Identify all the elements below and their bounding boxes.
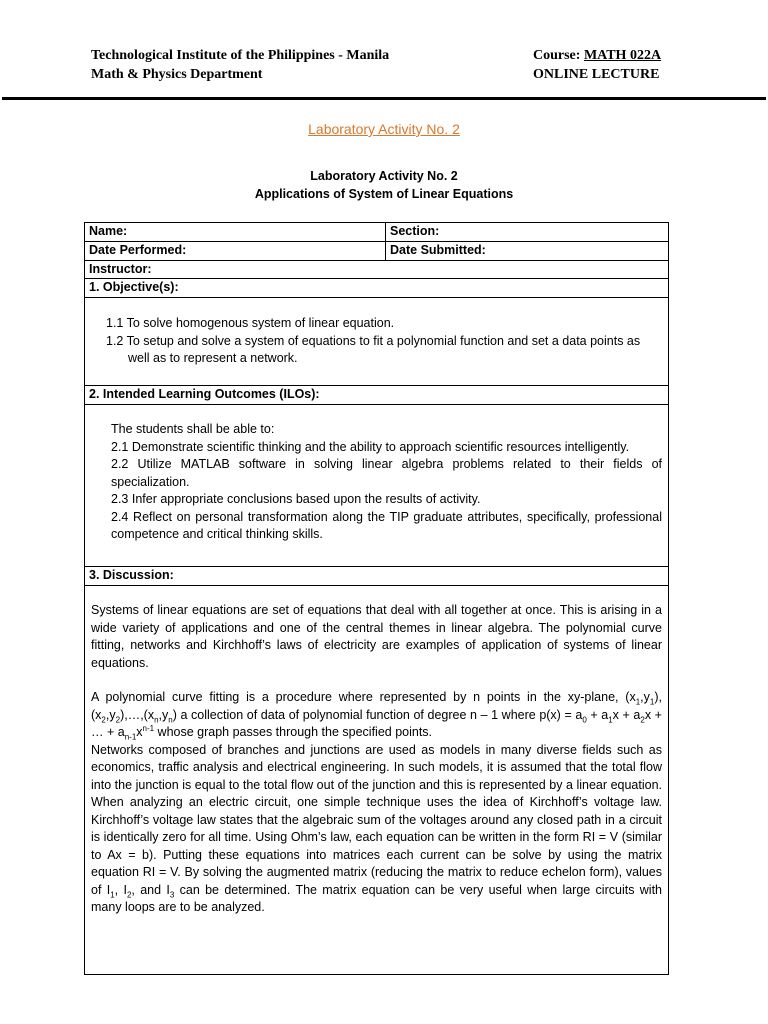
course-code: MATH 022A	[583, 48, 662, 63]
objectives-body	[85, 298, 668, 386]
institute-name: Technological Institute of the Philippines - Manila	[91, 48, 390, 63]
ilos-heading: 2. Intended Learning Outcomes (ILOs):	[89, 387, 320, 401]
discussion-heading-row	[85, 567, 668, 586]
name-field[interactable]: Name:	[89, 224, 128, 238]
discussion-body	[85, 586, 668, 974]
lecture-mode: ONLINE LECTURE	[533, 67, 660, 82]
date-submitted-field[interactable]: Date Submitted:	[385, 242, 668, 260]
activity-form	[84, 222, 669, 975]
activity-number: Laboratory Activity No. 2	[310, 169, 458, 183]
header-left	[91, 46, 389, 84]
course-label: Course:	[533, 48, 581, 63]
objectives-heading-row	[85, 279, 668, 298]
instructor-field[interactable]: Instructor:	[89, 262, 152, 276]
activity-title	[0, 167, 768, 203]
objectives-heading: 1. Objective(s):	[89, 280, 179, 294]
form-row-instructor	[85, 261, 668, 279]
discussion-paragraph-3: Networks composed of branches and junctions are used as models in many diverse fields such as economics, traffic analysis and electrical engineering. In such models, it is assumed that the total flow into the junction is equal to the total flow out of the junction and this is represented by a linear equation. When analyzing an electric circuit, one simple technique uses the idea of Kirchhoff’s voltage law. Kirchhoff’s voltage law states that the algebraic sum of the voltages around any closed path in a circuit is identically zero for all time. Using Ohm’s law, each equation can be written in the form RI = V (similar to Ax = b). Putting these equations into matrices each current can be solve by using the matrix equation RI = V. By solving the augmented matrix (reducing the matrix to reduce echelon form), values of $I_1$, $I_2$, and $I_3$ can be determined. The matrix equation can be very useful when large circuits with many loops are to be analyzed.	[91, 742, 663, 914]
header-right	[533, 46, 661, 84]
discussion-paragraph-1: Systems of linear equations are set of equations that deal with all together at once. This is arising in a wide variety of applications and one of the central themes in linear algebra. The polynomial curve fitting, networks and Kirchhoff’s laws of electricity are examples of application of systems of linear equations.	[91, 603, 662, 670]
header-divider	[2, 97, 766, 100]
ilo-item: 2.4 Reflect on personal transformation along the TIP graduate attributes, specifically, professional competence and critical thinking skills.	[111, 509, 662, 541]
ilo-item: 2.1 Demonstrate scientific thinking and the ability to approach scientific resources intelligently.	[111, 439, 630, 454]
objective-item: 1.2 To setup and solve a system of equations to fit a polynomial function and set a data points as well as to represent a network.	[106, 333, 641, 365]
date-performed-field[interactable]: Date Performed:	[89, 243, 187, 257]
section-field[interactable]: Section:	[385, 223, 668, 241]
objective-item: 1.1 To solve homogenous system of linear equation.	[106, 316, 395, 330]
ilos-heading-row	[85, 386, 668, 405]
ilo-item: 2.3 Infer appropriate conclusions based upon the results of activity.	[111, 492, 481, 506]
discussion-paragraph-2: A polynomial curve fitting is a procedure where represented by n points in the xy-plane, $(x_1,y_1),(x_2,y_2),\dots,(x_n,y_n)$ a collection of data of polynomial function of degree n – 1 where $p(x) = a_0 + a_1x + a_2x$ + … + $a_{n-1}x^{n-1}$ whose graph passes through the specified points.	[91, 690, 662, 742]
ilo-item: 2.2 Utilize MATLAB software in solving linear algebra problems related to their fields of specialization.	[111, 457, 662, 489]
discussion-heading: 3. Discussion:	[89, 568, 174, 582]
form-row-dates	[85, 242, 668, 261]
activity-subject: Applications of System of Linear Equations	[254, 187, 514, 201]
form-row-name	[85, 223, 668, 242]
ilos-body	[85, 405, 668, 567]
ilos-intro: The students shall be able to:	[111, 422, 275, 436]
department-name: Math & Physics Department	[91, 67, 263, 82]
page-title: Laboratory Activity No. 2	[308, 121, 460, 137]
